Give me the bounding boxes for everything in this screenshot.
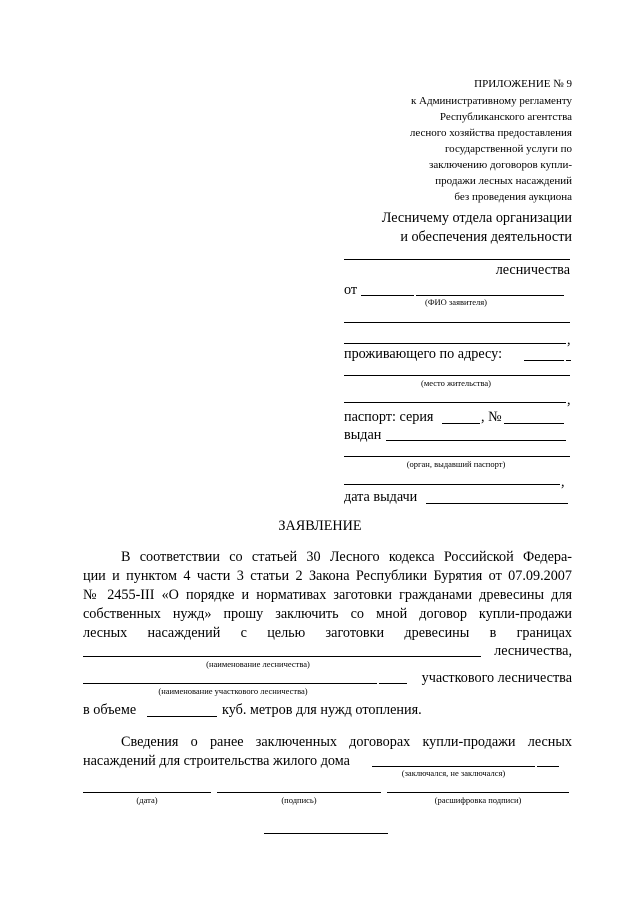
date-blank[interactable] xyxy=(83,792,211,793)
volume-blank[interactable] xyxy=(147,716,217,717)
from-label: от xyxy=(344,282,358,298)
prior-status-blank[interactable] xyxy=(372,766,535,767)
district-caption: (наименование участкового лесничества) xyxy=(158,686,308,696)
applicant-fio-blank[interactable] xyxy=(416,295,564,296)
district-suffix: участкового лесничества xyxy=(421,670,572,686)
comma-2: , xyxy=(567,392,571,408)
body-line-4: собственных нужд» прошу заключить со мной договор купли-продажи xyxy=(83,607,572,622)
district-forestry-blank-tail[interactable] xyxy=(379,683,407,684)
residence-blank-short[interactable] xyxy=(524,360,564,361)
addressee-line-2: и обеспечения деятельности xyxy=(400,229,572,245)
decoding-caption: (расшифровка подписи) xyxy=(434,795,522,805)
residing-label: проживающего по адресу: xyxy=(344,346,503,362)
date-caption: (дата) xyxy=(136,795,158,805)
issued-by-blank-2[interactable] xyxy=(344,456,570,457)
residence-blank[interactable] xyxy=(344,375,570,376)
comma-3: , xyxy=(561,474,565,490)
issue-date-label: дата выдачи xyxy=(344,489,418,505)
signature-blank[interactable] xyxy=(217,792,381,793)
issued-by-blank[interactable] xyxy=(386,440,566,441)
appendix-line-7: продажи лесных насаждений xyxy=(435,175,572,187)
volume-suffix: куб. метров для нужд отопления. xyxy=(222,702,422,718)
from-blank-short[interactable] xyxy=(361,295,414,296)
comma-1: , xyxy=(567,332,571,348)
prior-line-1: Сведения о ранее заключенных договорах купли-продажи лесных xyxy=(121,735,572,750)
residence-caption: (место жительства) xyxy=(421,378,491,388)
residence-blank-2[interactable] xyxy=(344,402,566,403)
prior-caption: (заключался, не заключался) xyxy=(401,768,506,778)
addressee-line-1: Лесничему отдела организации xyxy=(381,210,572,226)
appendix-line-2: к Административному регламенту xyxy=(410,95,572,107)
issuer-caption: (орган, выдавший паспорт) xyxy=(406,459,506,469)
signature-caption: (подпись) xyxy=(281,795,317,805)
document-title: ЗАЯВЛЕНИЕ xyxy=(278,518,362,534)
signature-decoding-blank[interactable] xyxy=(387,792,569,793)
prior-status-blank-tail[interactable] xyxy=(537,766,559,767)
body-line-5: лесных насаждений с целью заготовки древесины в границах xyxy=(83,626,572,641)
forestry-blank[interactable] xyxy=(83,656,481,657)
fio-blank-2[interactable] xyxy=(344,322,570,323)
residence-blank-tail[interactable] xyxy=(566,360,571,361)
fio-blank-3[interactable] xyxy=(344,343,566,344)
fio-caption: (ФИО заявителя) xyxy=(424,297,488,307)
issue-date-blank[interactable] xyxy=(426,503,568,504)
body-line-3: № 2455-III «О порядке и нормативах заготовки гражданами древесины для xyxy=(83,588,572,603)
forestry-suffix: лесничества xyxy=(495,262,570,278)
appendix-line-1: ПРИЛОЖЕНИЕ № 9 xyxy=(474,78,572,90)
body-line-2: ции и пунктом 4 части 3 статьи 2 Закона Республики Бурятия от 07.09.2007 xyxy=(83,569,572,584)
forestry-caption: (наименование лесничества) xyxy=(206,659,310,669)
passport-series-label: паспорт: серия xyxy=(344,409,434,425)
prior-line-2: насаждений для строительства жилого дома xyxy=(83,753,350,769)
body-line-1: В соответствии со статьей 30 Лесного кодекса Российской Федера- xyxy=(121,550,572,565)
volume-prefix: в объеме xyxy=(83,702,137,718)
appendix-line-3: Республиканского агентства xyxy=(439,111,572,123)
issued-by-blank-3[interactable] xyxy=(344,484,560,485)
issued-label: выдан xyxy=(344,427,382,443)
district-forestry-blank[interactable] xyxy=(83,683,377,684)
passport-series-blank[interactable] xyxy=(442,423,480,424)
appendix-line-4: лесного хозяйства предоставления xyxy=(409,127,572,139)
appendix-line-6: заключению договоров купли- xyxy=(428,159,572,171)
footer-separator-line xyxy=(264,833,388,834)
passport-number-label: , № xyxy=(481,409,502,425)
passport-number-blank[interactable] xyxy=(504,423,564,424)
forestry-suffix-body: лесничества, xyxy=(494,643,572,659)
forestry-name-blank[interactable] xyxy=(344,259,570,260)
appendix-line-8: без проведения аукциона xyxy=(454,191,572,203)
appendix-line-5: государственной услуги по xyxy=(444,143,572,155)
